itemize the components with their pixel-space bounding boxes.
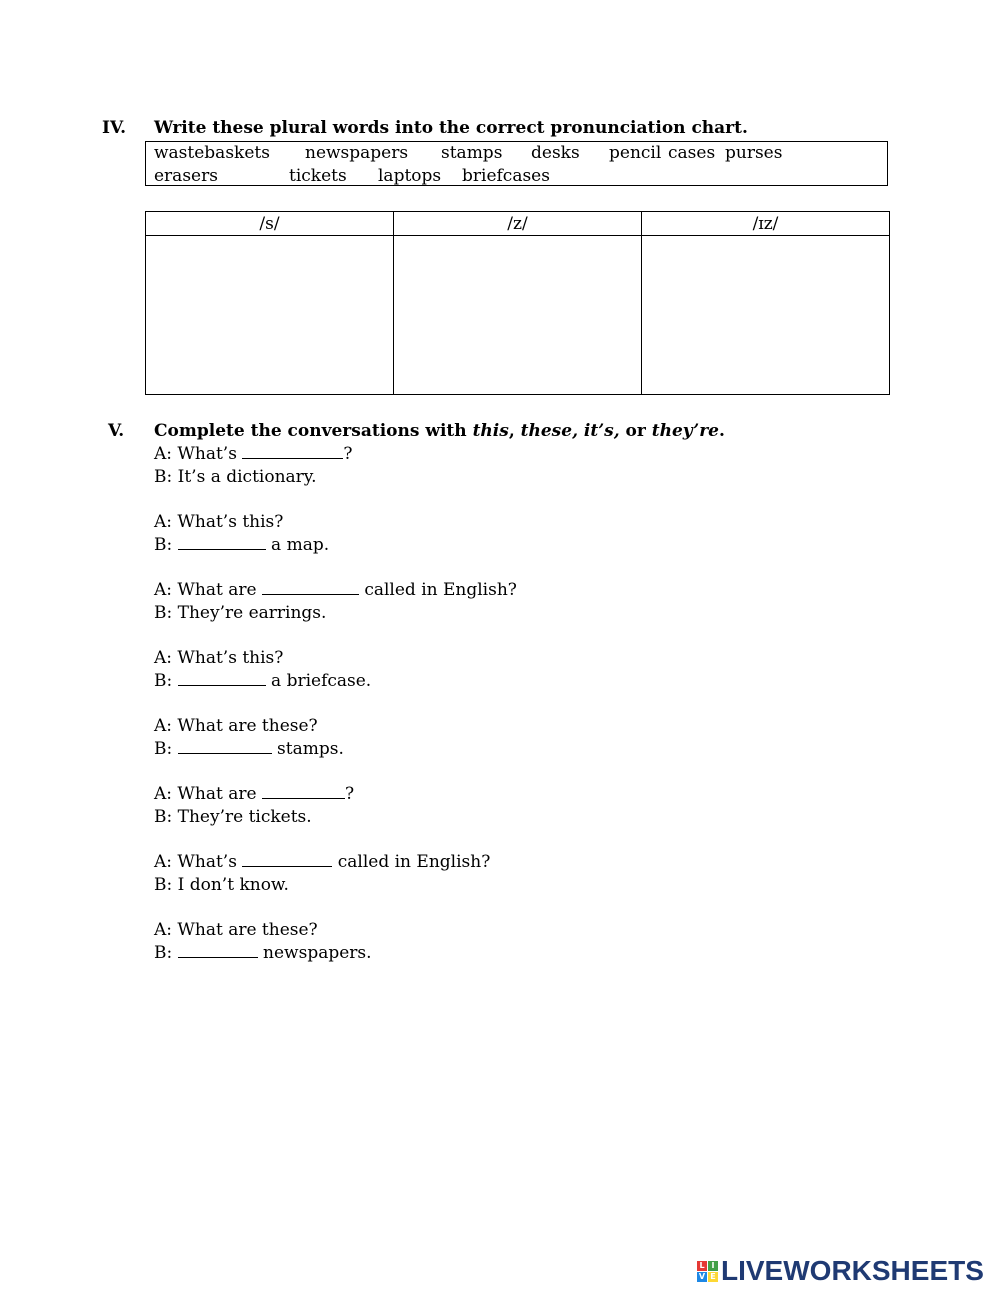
conversation-7-a: A: What’s called in English? xyxy=(154,852,491,872)
word-laptops: laptops xyxy=(378,166,442,186)
conversation-8-a: A: What are these? xyxy=(154,920,318,940)
chart-header-iz: /ɪz/ xyxy=(642,212,890,236)
conversation-4-a: A: What’s this? xyxy=(154,648,284,668)
conversation-7-b: B: I don’t know. xyxy=(154,875,289,895)
section-4-number: IV. xyxy=(102,118,127,138)
conversation-2-b: B: a map. xyxy=(154,535,330,555)
answer-blank-4[interactable] xyxy=(178,671,266,686)
section-4-instruction: Write these plural words into the correct pronunciation chart. xyxy=(154,118,748,138)
conversation-2-a: A: What’s this? xyxy=(154,512,284,532)
word-desks: desks xyxy=(531,143,580,163)
instruction-prefix: Complete the conversations with xyxy=(154,421,473,441)
option-these-its: these, it’s, xyxy=(520,421,620,441)
option-theyre: they’re xyxy=(651,421,720,441)
chart-cell-s[interactable] xyxy=(146,236,394,395)
answer-blank-6[interactable] xyxy=(262,784,345,799)
answer-blank-2[interactable] xyxy=(178,535,266,550)
logo-text: LIVEWORKSHEETS xyxy=(721,1255,984,1286)
conversation-1-b: B: It’s a dictionary. xyxy=(154,467,317,487)
word-bank xyxy=(145,141,888,186)
conversation-8-b: B: newspapers. xyxy=(154,943,372,963)
chart-cell-z[interactable] xyxy=(394,236,642,395)
logo-block-l: L xyxy=(697,1261,707,1271)
chart-header-s: /s/ xyxy=(146,212,394,236)
word-tickets: tickets xyxy=(289,166,347,186)
logo-mark-icon xyxy=(697,1261,718,1282)
conversation-5-b: B: stamps. xyxy=(154,739,344,759)
conversation-6-a: A: What are ? xyxy=(154,784,355,804)
conversation-3-b: B: They’re earrings. xyxy=(154,603,327,623)
instruction-sep1: , xyxy=(508,421,521,441)
word-stamps: stamps xyxy=(441,143,503,163)
section-5-number: V. xyxy=(108,421,125,441)
answer-blank-1[interactable] xyxy=(242,444,343,459)
answer-blank-5[interactable] xyxy=(178,739,272,754)
chart-header-z: /z/ xyxy=(394,212,642,236)
logo-block-v: V xyxy=(698,1271,706,1281)
option-this: this xyxy=(472,421,509,441)
answer-blank-3[interactable] xyxy=(262,580,359,595)
conversation-5-a: A: What are these? xyxy=(154,716,318,736)
instruction-suffix: . xyxy=(719,421,725,441)
instruction-sep2: or xyxy=(619,421,652,441)
chart-cell-iz[interactable] xyxy=(642,236,890,395)
word-cases: cases xyxy=(668,143,716,163)
liveworksheets-logo xyxy=(697,1256,984,1286)
conversation-3-a: A: What are called in English? xyxy=(154,580,517,600)
word-briefcases: briefcases xyxy=(462,166,550,186)
word-erasers: erasers xyxy=(154,166,218,186)
section-5-instruction xyxy=(154,421,725,441)
answer-blank-8[interactable] xyxy=(178,943,258,958)
word-pencil: pencil xyxy=(609,143,662,163)
logo-block-i: I xyxy=(708,1261,718,1271)
conversation-4-b: B: a briefcase. xyxy=(154,671,372,691)
word-newspapers: newspapers xyxy=(305,143,409,163)
logo-block-e: E xyxy=(708,1272,718,1282)
answer-blank-7[interactable] xyxy=(242,852,332,867)
conversation-6-b: B: They’re tickets. xyxy=(154,807,312,827)
pronunciation-chart xyxy=(145,211,890,395)
word-purses: purses xyxy=(725,143,783,163)
conversation-1-a: A: What’s ? xyxy=(154,444,353,464)
word-wastebaskets: wastebaskets xyxy=(154,143,270,163)
conversations xyxy=(154,443,517,965)
